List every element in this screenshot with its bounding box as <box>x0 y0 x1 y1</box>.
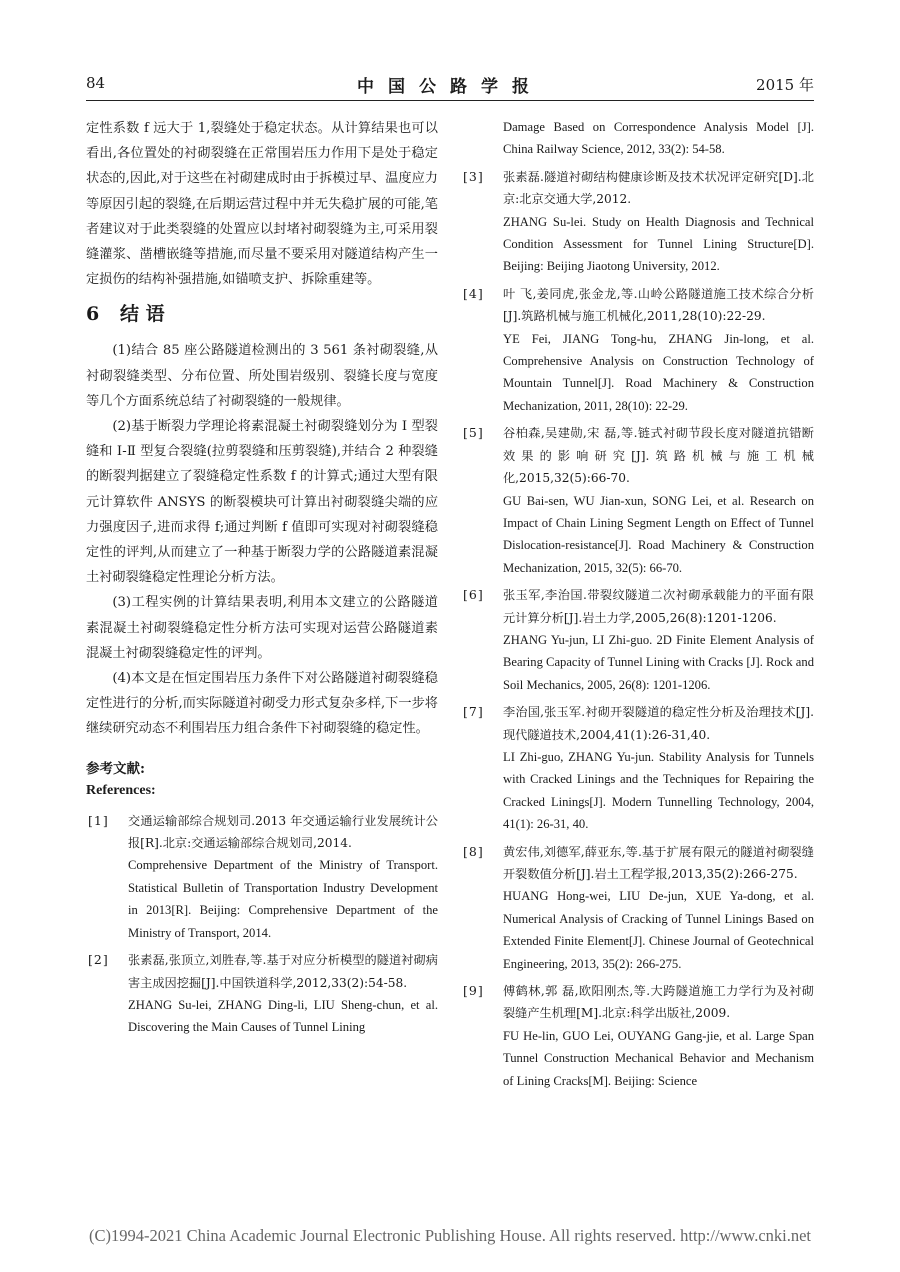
reference-item <box>461 980 814 1092</box>
conclusion-item-1: (1)结合 85 座公路隧道检测出的 3 561 条衬砌裂缝,从衬砌裂缝类型、分布位置、所处围岩级别、裂缝长度与宽度等几个方面系统总结了衬砌裂缝的一般规律。 <box>86 343 438 409</box>
section-title: 结 语 <box>120 303 165 326</box>
left-column <box>86 116 438 1044</box>
section-number: 6 <box>86 303 100 326</box>
body-paragraph: 定性系数 f 远大于 1,裂缝处于稳定状态。从计算结果也可以看出,各位置处的衬砌裂缝在正常围岩压力作用下是处于稳定状态的,因此,对于这些在衬砌建成时由于拆模过早、温度应力等原因引起的裂缝,在后期运营过程中并无失稳扩展的可能,笔者建议对于此类裂缝的处置应以封堵衬砌裂缝为主,可采用裂缝灌浆、凿槽嵌缝等措施,而尽量不要采用对隧道结构产生一定损伤的结构补强措施,如锚喷支护、拆除重建等。 <box>86 121 438 288</box>
conclusion-item-4: (4)本文是在恒定围岩压力条件下对公路隧道衬砌裂缝稳定性进行的分析,而实际隧道衬砌受力形式复杂多样,下一步将继续研究动态不利围岩压力组合条件下衬砌裂缝的稳定性。 <box>86 671 438 737</box>
reference-item <box>461 422 814 579</box>
reference-zh: 叶 飞,姜同虎,张金龙,等.山岭公路隧道施工技术综合分析[J].筑路机械与施工机械化,2011,28(10):22-29. <box>503 286 814 324</box>
reference-item <box>86 810 438 944</box>
reference-zh: 谷柏森,吴建勋,宋 磊,等.链式衬砌节段长度对隧道抗错断效果的影响研究[J].筑路机械与施工机械化,2015,32(5):66-70. <box>503 426 814 486</box>
section-heading <box>86 300 438 328</box>
reference-item <box>461 166 814 278</box>
reference-number: [4] <box>463 285 484 301</box>
reference-number: [3] <box>463 168 484 184</box>
reference-zh: 张玉军,李治国.带裂纹隧道二次衬砌承载能力的平面有限元计算分析[J].岩土力学,2005,26(8):1201-1206. <box>503 588 814 625</box>
reference-number: [6] <box>463 587 484 603</box>
journal-title: 中国公路学报 <box>357 77 543 97</box>
reference-zh: 李治国,张玉军.衬砌开裂隧道的稳定性分析及治理技术[J].现代隧道技术,2004,41(1):26-31,40. <box>503 705 814 742</box>
reference-zh: 张素磊.隧道衬砌结构健康诊断及技术状况评定研究[D].北京:北京交通大学,2012. <box>503 169 814 207</box>
reference-en: Damage Based on Correspondence Analysis Model [J]. China Railway Science, 2012, 33(2): 54-58. <box>503 120 814 157</box>
reference-item <box>461 283 814 417</box>
reference-en: ZHANG Yu-jun, LI Zhi-guo. 2D Finite Element Analysis of Bearing Capacity of Tunnel Lining with Cracks [J]. Rock and Soil Mechanics, 2005, 26(8): 1201-1206. <box>503 632 814 692</box>
reference-en: YE Fei, JIANG Tong-hu, ZHANG Jin-long, et al. Comprehensive Analysis on Construction Technology of Mountain Tunnel[J]. Road Machinery & Construction Mechanization, 2011, 28(10): 22-29. <box>503 331 814 413</box>
reference-item <box>461 701 814 835</box>
reference-en: LI Zhi-guo, ZHANG Yu-jun. Stability Analysis for Tunnels with Cracked Linings and the Techniques for Repairing the Cracked Linings[J]. Modern Tunnelling Technology, 2004, 41(1): 26-31, 40. <box>503 749 814 832</box>
reference-number: [7] <box>463 704 484 720</box>
conclusion-item-3: (3)工程实例的计算结果表明,利用本文建立的公路隧道素混凝土衬砌裂缝稳定性分析方法可实现对运营公路隧道素混凝土衬砌裂缝稳定性的评判。 <box>86 595 438 661</box>
reference-zh: 交通运输部综合规划司.2013 年交通运输行业发展统计公报[R].北京:交通运输部综合规划司,2014. <box>128 813 438 851</box>
reference-en: HUANG Hong-wei, LIU De-jun, XUE Ya-dong, et al. Numerical Analysis of Cracking of Tunnel Linings Based on Extended Finite Element[J]. Chinese Journal of Geotechnical Engineering, 2013, 35(2): 266-275. <box>503 889 814 971</box>
reference-zh: 黄宏伟,刘德军,薛亚东,等.基于扩展有限元的隧道衬砌裂缝开裂数值分析[J].岩土工程学报,2013,35(2):266-275. <box>503 844 814 881</box>
references-heading-zh: 参考文献: <box>86 760 145 777</box>
reference-en: GU Bai-sen, WU Jian-xun, SONG Lei, et al. Research on Impact of Chain Lining Segment Length on Effect of Tunnel Dislocation-resistance[J]. Road Machinery & Construction Mechanization, 2015, 32(5): 66-70. <box>503 493 814 575</box>
copyright-footer: (C)1994-2021 China Academic Journal Electronic Publishing House. All rights reserved. http://www.cnki.net <box>88 1226 812 1245</box>
reference-number: [9] <box>463 983 484 999</box>
reference-continuation <box>461 116 814 161</box>
page-number: 84 <box>86 74 106 92</box>
reference-number: [8] <box>463 843 484 859</box>
reference-number: [5] <box>463 425 484 441</box>
reference-en: Comprehensive Department of the Ministry of Transport. Statistical Bulletin of Transportation Industry Development in 2013[R]. Beijing: Comprehensive Department of the Ministry of Transport, 2014. <box>128 858 438 940</box>
references-heading-en: References: <box>86 782 156 798</box>
header-rule <box>86 100 814 101</box>
reference-en: ZHANG Su-lei. Study on Health Diagnosis and Technical Condition Assessment for Tunnel Lining Structure[D]. Beijing: Beijing Jiaotong University, 2012. <box>503 214 814 274</box>
reference-item <box>461 841 814 975</box>
issue-year: 2015 年 <box>756 76 814 94</box>
reference-item <box>461 584 814 696</box>
reference-number: [1] <box>88 812 109 828</box>
reference-en: FU He-lin, GUO Lei, OUYANG Gang-jie, et al. Large Span Tunnel Construction Mechanical Behavior and Mechanism of Lining Cracks[M]. Beijing: Science <box>503 1028 814 1088</box>
page-header <box>86 72 814 98</box>
conclusion-item-2: (2)基于断裂力学理论将素混凝土衬砌裂缝划分为 Ⅰ 型裂缝和 Ⅰ-Ⅱ 型复合裂缝(拉剪裂缝和压剪裂缝),并结合 2 种裂缝的断裂判据建立了裂缝稳定性系数 f 的计算式;通过大型有限元计算软件 ANSYS 的断裂模块可计算出衬砌裂缝尖端的应力强度因子,进而求得 f;通过判断 f 值即可实现对衬砌裂缝稳定性的评判,从而建立了一种基于断裂力学的公路隧道素混凝土衬砌裂缝稳定性理论分析方法。 <box>86 419 438 586</box>
reference-en: ZHANG Su-lei, ZHANG Ding-li, LIU Sheng-chun, et al. Discovering the Main Causes of Tunnel Lining <box>128 997 438 1035</box>
reference-number: [2] <box>88 952 109 968</box>
right-column <box>461 116 814 1097</box>
reference-zh: 傅鹤林,郭 磊,欧阳刚杰,等.大跨隧道施工力学行为及衬砌裂缝产生机理[M].北京:科学出版社,2009. <box>503 984 814 1021</box>
reference-item <box>86 949 438 1039</box>
reference-zh: 张素磊,张顶立,刘胜春,等.基于对应分析模型的隧道衬砌病害主成因挖掘[J].中国铁道科学,2012,33(2):54-58. <box>128 953 438 990</box>
